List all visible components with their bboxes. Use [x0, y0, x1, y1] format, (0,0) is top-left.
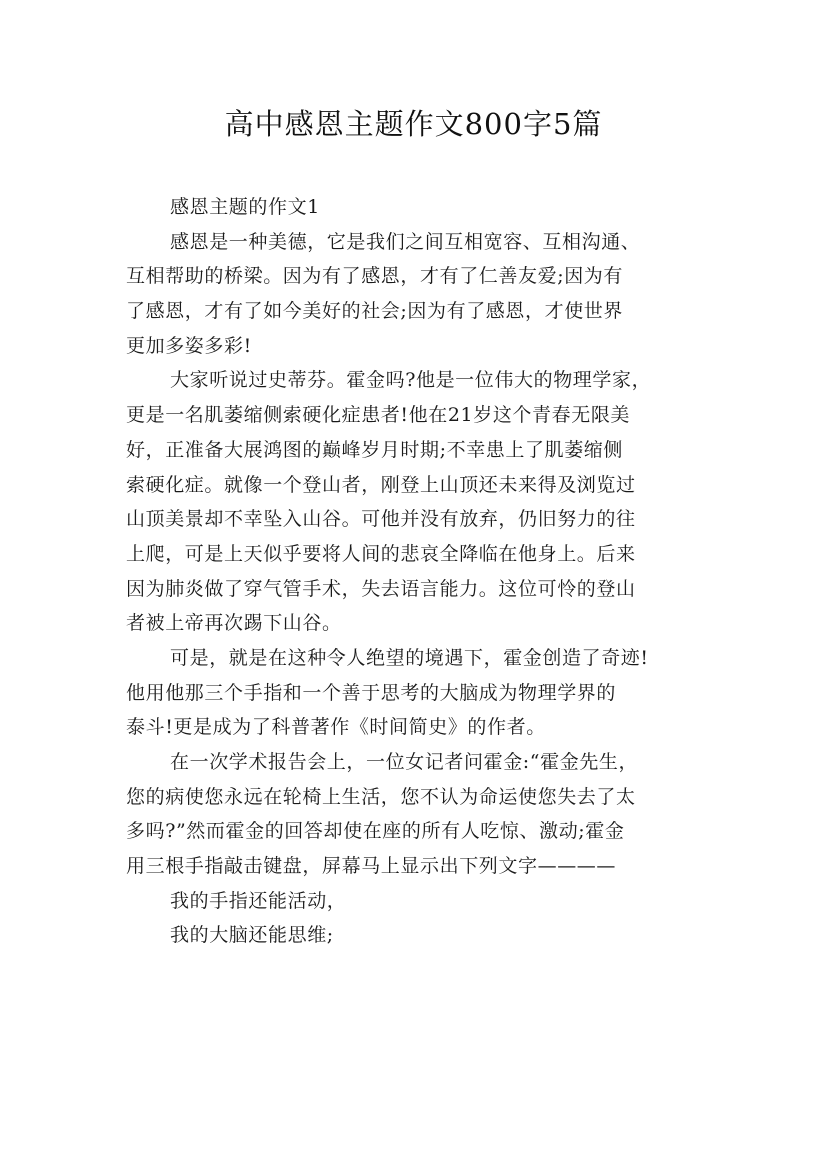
paragraph-line: 用三根手指敲击键盘，屏幕马上显示出下列文字————: [126, 855, 617, 878]
paragraph-line: 互相帮助的桥梁。因为有了感恩，才有了仁善友爱;因为有: [126, 265, 624, 288]
paragraph-line: 您的病使您永远在轮椅上生活，您不认为命运使您失去了太: [126, 785, 636, 808]
paragraph-line: 了感恩，才有了如今美好的社会;因为有了感恩，才使世界: [126, 300, 624, 323]
paragraph-line: 我的大脑还能思维;: [170, 924, 334, 947]
paragraph-line: 上爬，可是上天似乎要将人间的悲哀全降临在他身上。后来: [126, 542, 636, 565]
section-heading: 感恩主题的作文1: [170, 196, 320, 218]
paragraph-line: 可是，就是在这种令人绝望的境遇下，霍金创造了奇迹!: [170, 646, 649, 669]
paragraph-line: 更是一名肌萎缩侧索硬化症患者!他在21岁这个青春无限美: [126, 404, 631, 427]
paragraph-line: 山顶美景却不幸坠入山谷。可他并没有放弃，仍旧努力的往: [126, 508, 636, 531]
paragraph-line: 因为肺炎做了穿气管手术，失去语言能力。这位可怜的登山: [126, 577, 636, 600]
paragraph-line: 多吗?”然而霍金的回答却使在座的所有人吃惊、激动;霍金: [126, 820, 625, 843]
document-body: [126, 190, 710, 953]
paragraph-line: 更加多姿多彩!: [126, 334, 252, 357]
paragraph-line: 索硬化症。就像一个登山者，刚登上山顶还未来得及浏览过: [126, 473, 636, 496]
paragraph-line: 泰斗!更是成为了科普著作《时间简史》的作者。: [126, 716, 546, 739]
document-title: 高中感恩主题作文800字5篇: [224, 107, 603, 141]
paragraph-line: 感恩是一种美德，它是我们之间互相宽容、互相沟通、: [170, 230, 641, 253]
paragraph-line: 我的手指还能活动，: [170, 889, 347, 912]
paragraph-line: 大家听说过史蒂芬。霍金吗?他是一位伟大的物理学家，: [170, 369, 652, 392]
paragraph-line: 在一次学术报告会上，一位女记者问霍金:“霍金先生，: [170, 751, 639, 773]
paragraph-line: 好，正准备大展鸿图的巅峰岁月时期;不幸患上了肌萎缩侧: [126, 438, 624, 461]
paragraph-line: 他用他那三个手指和一个善于思考的大脑成为物理学界的: [126, 681, 617, 704]
paragraph-line: 者被上帝再次踢下山谷。: [126, 612, 342, 635]
